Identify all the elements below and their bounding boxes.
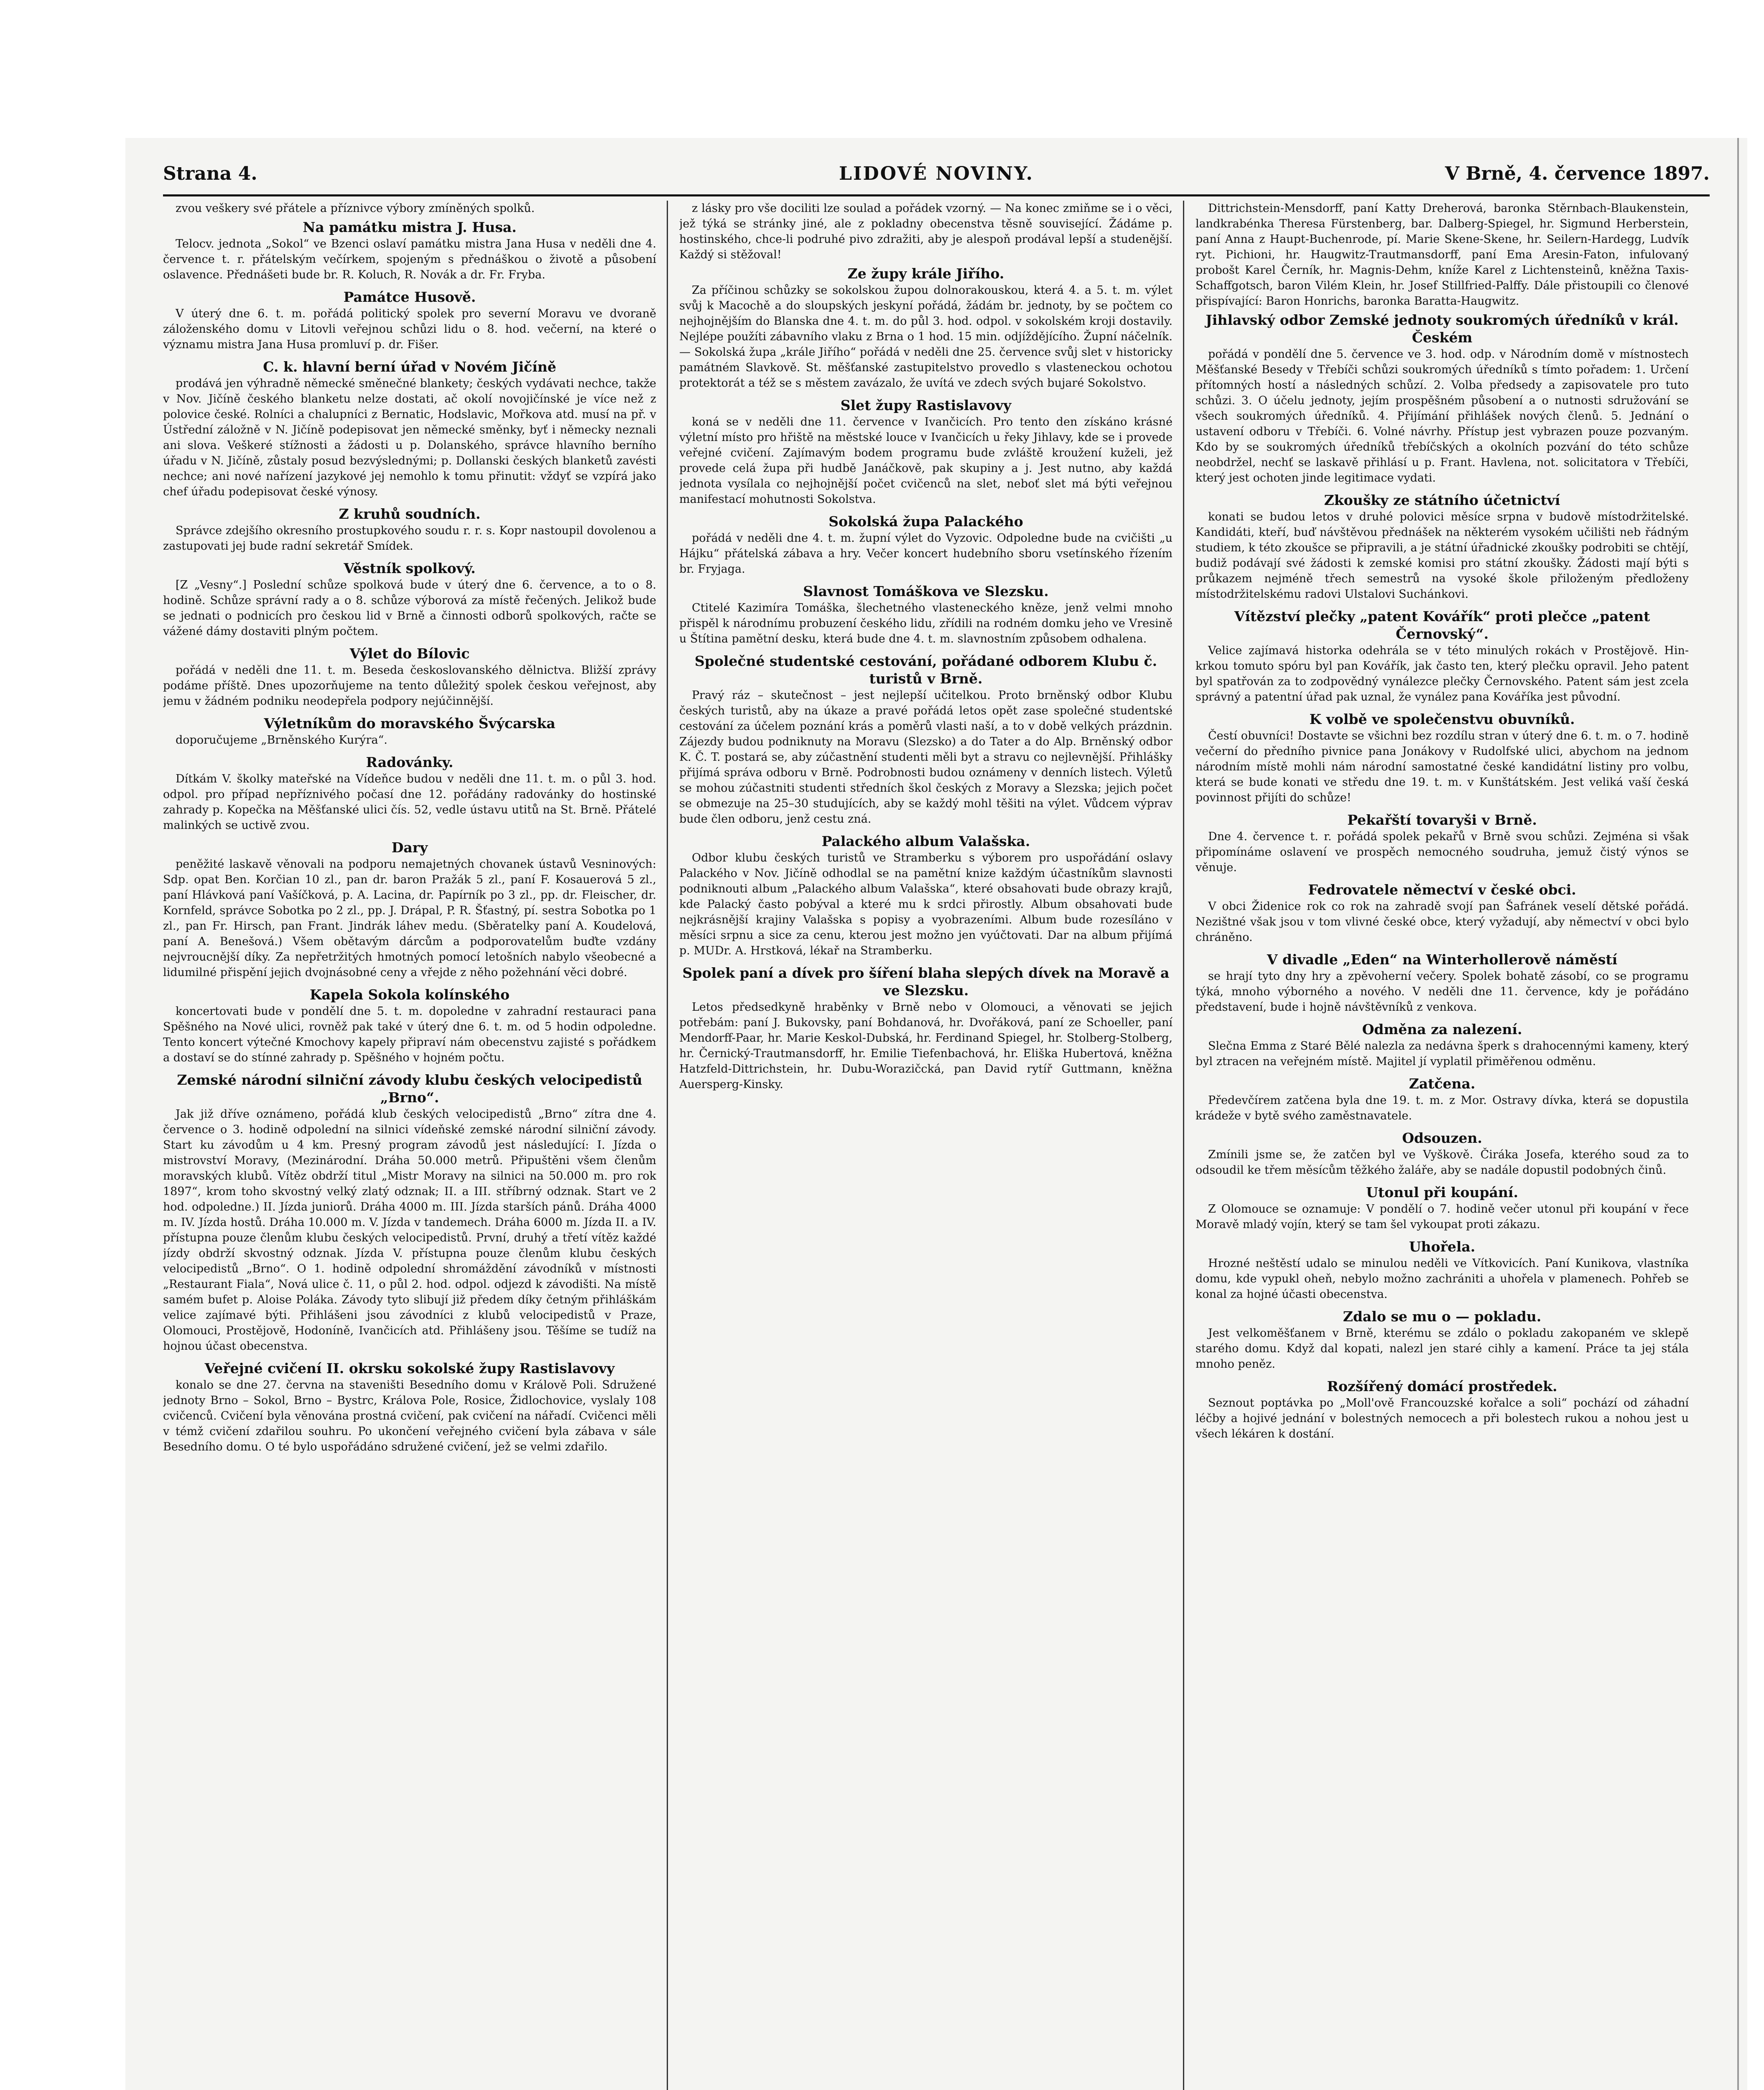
newspaper-title: LIDOVÉ NOVINY. (839, 163, 1034, 184)
article (1196, 492, 1689, 602)
article-heading: Zatčena. (1409, 1076, 1476, 1092)
article-text: Z Olomouce se oznamuje: V pondělí o 7. hodině večer utonul při koupání v řece Moravě mladý vojín, který se tam šel vykoupat proti zákazu. (1196, 1203, 1689, 1231)
article-heading: Výletníkům do moravského Švýcarska (264, 715, 556, 732)
article-heading: Kapela Sokola kolínského (309, 986, 510, 1003)
article-heading: Zdalo se mu o — pokladu. (1343, 1308, 1542, 1325)
article-heading: Radovánky. (366, 754, 454, 770)
article-heading: Sokolská župa Palackého (828, 513, 1023, 530)
article (163, 1360, 656, 1455)
article (1196, 1308, 1689, 1372)
article (163, 839, 656, 980)
article-text: Telocv. jednota „Sokol“ ve Bzenci oslaví památku mistra Jana Husa v neděli dne 4. července t. r. přátelským večírkem, spojeným s přednáškou o životě a působení oslavence. Přednášeti bude br. R. Koluch, R. Novák a dr. Fr. Fryba. (163, 237, 656, 281)
date-line: V Brně, 4. července 1897. (1445, 163, 1710, 184)
article-heading: Z kruhů soudních. (339, 506, 481, 522)
article-text: koná se v neděli dne 11. července v Ivančicích. Pro tento den získáno krásné výletní místo pro hřiště na městské louce v Ivančicích u řeky Jihlavy, kde se i provede veřejné cvičení. Zajímavým bodem programu bude zvláště kroužení kuželi, jež provede celá župa při hudbě Janáčkově, pak skupiny a j. Jest nutno, aby každá jednota vysílala co nejhojnější počet cvičenců na slet, neboť slet má býti veřejnou manifestací mohutnosti Sokolstva. (679, 415, 1173, 506)
column-2 (679, 201, 1173, 2090)
article-heading: Slet župy Rastislavovy (840, 397, 1012, 413)
article (163, 560, 656, 639)
article-heading: Společné studentské cestování, pořádané odborem Klubu č. turistů v Brně. (694, 653, 1157, 687)
article (1196, 1075, 1689, 1124)
article-text: pořádá v neděli dne 11. t. m. Beseda českoslovanského dělnictva. Bližší zprávy podáme příště. Dnes upozorňujeme na tento důležitý spolek českou veřejnost, aby jemu v žádném podniku neodepřela podpory nejúčinnější. (163, 664, 656, 708)
article-text: Čestí obuvníci! Dostavte se všichni bez rozdílu stran v úterý dne 6. t. m. o 7. hodině večerní do předního pivnice pana Jonákovy v Rudolfské ulici, abychom na jednom národním místě mohli nám národní samostatné české kandidátní listiny pro volbu, která se bude konati ve středu dne 19. t. m. v Kunštátském. Jest veliká vaší česká povinnost přijíti do schůze! (1196, 729, 1689, 804)
article-text: prodává jen výhradně německé směnečné blankety; českých vydávati nechce, takže v Nov. Jičíně českého blanketu nelze dostati, ač okolí novojičínské je více než z polovice české. Rolníci a chalupníci z Bernatic, Hodslavic, Mořkova atd. musí na př. v Ústřední záložně v N. Jičíně podepisovat jen německé směnky, byť i německy neznali ani slova. Veškeré stížnosti a žádosti u p. Dolanského, správce hlavního berního úřadu v N. Jičíně, zůstaly posud bezvýslednými; p. Dollanski českých blanketů zavésti nechce; ani nové nařízení jazykové jej nemohlo k tomu přinutit: vždyť se vzpírá jako chef úřadu podepisovat české výnosy. (163, 377, 656, 498)
article (163, 645, 656, 709)
article-heading: Na památku mistra J. Husa. (303, 219, 517, 235)
column-divider (1183, 201, 1184, 2090)
article (1196, 811, 1689, 875)
article (163, 1071, 656, 1354)
article (1196, 711, 1689, 805)
article (163, 715, 656, 748)
article-heading: Dary (391, 839, 428, 856)
article (1196, 311, 1689, 486)
article-text: pořádá v neděli dne 4. t. m. župní výlet do Vyzovic. Odpoledne bude na cvičišti „u Hájku“ přátelská zábava a hry. Večer koncert hudebního sboru vsetínského řízením br. Fryjaga. (679, 532, 1173, 576)
article-heading: Fedrovatele němectví v české obci. (1308, 882, 1576, 898)
article-heading: Uhořela. (1409, 1239, 1476, 1255)
column-1 (163, 201, 656, 2090)
article (1196, 951, 1689, 1015)
article (679, 583, 1173, 647)
article-text: se hrají tyto dny hry a zpěvoherní večery. Spolek bohatě zásobí, co se programu týká, mnoho výborného a nového. V neděli dne 11. července, kdy je pořádáno představení, bude i hojně návštěvníků z venkova. (1196, 970, 1689, 1014)
article (679, 397, 1173, 507)
article-text: konalo se dne 27. června na staveništi Besedního domu v Králově Poli. Sdružené jednoty Brno – Sokol, Brno – Bystrc, Králova Pole, Rosice, Židlochovice, vyslaly 108 cvičenců. Cvičení byla věnována prostná cvičení, pak cvičení na nářadí. Cvičenci měli v témž cvičení zdařilou souhru. Po ukončení veřejného cvičení byla zábava v sále Besedního domu. O té bylo uspořádáno sdružené cvičení, jež se velmi zdařilo. (163, 1379, 656, 1453)
article (163, 288, 656, 352)
article-heading: Odsouzen. (1402, 1130, 1482, 1146)
article (163, 986, 656, 1065)
article-heading: Spolek paní a dívek pro šíření blaha slepých dívek na Moravě a ve Slezsku. (682, 965, 1170, 999)
page-label: Strana 4. (163, 163, 257, 184)
article-text: Dítkám V. školky mateřské na Vídeňce budou v neděli dne 11. t. m. o půl 3. hod. odpol. pro případ nepříznivého počasí dne 12. pořádány radovánky do hostinské zahrady p. Kopečka na Měšťanské ulici čís. 52, vedle ústavu utitů na St. Brně. Přátelé malinkých se uctivě zvou. (163, 772, 656, 832)
article-text: Odbor klubu českých turistů ve Stramberku s výborem pro uspořádání oslavy Palackého v Nov. Jičíně odhodlal se na pamětní knize každým účastníkům slavnosti podniknouti album „Palackého album Valašska“, které obsahovati bude obrazy krajů, kde Palacký často pobýval a které mu k srdci přirostly. Album obsahovati bude nejkrásnější krajiny Valašska s popisy a vyobrazeními. Album bude rozesíláno v měsíci srpnu a sice za cenu, kterou jest možno jen vyúčtovati. Dar na album přijímá p. MUDr. A. Hrstková, lékař na Stramberku. (679, 851, 1173, 957)
article-text: Letos předsedkyně hraběnky v Brně nebo v Olomouci, a věnovati se jejich potřebám: paní J. Bukovsky, paní Bohdanová, hr. Dvořáková, paní ze Schoeller, paní Mendorff-Paar, hr. Marie Keskol-Dubská, hr. Ferdinand Spiegel, hr. Stolberg-Stolberg, hr. Černický-Trautmansdorff, hr. Emilie Tiefenbachová, hr. Eliška Hubertová, kněžna Hatzfeld-Dittrichstein, hr. Dubu-Worazičcká, pan David rytíř Guttmann, kněžna Auersperg-Kinsky. (679, 1001, 1173, 1091)
article (679, 513, 1173, 577)
article-text: peněžité laskavě věnovali na podporu nemajetných chovanek ústavů Vesninových: Sdp. opat Ben. Korčian 10 zl., pan dr. baron Pražák 5 zl., paní F. Kosauerová 5 zl., paní Hlávková paní Vašíčková, p. A. Lacina, dr. Papírník po 3 zl., pp. dr. Fleischer, dr. Kornfeld, správce Sobotka po 2 zl., pp. J. Drápal, P. R. Šťastný, pí. sestra Sobotka po 1 zl., pan Fr. Hirsch, pan Frant. Jindrák láhev medu. (Sběratelky paní A. Koudelová, paní A. Benešová.) Všem obětavým dárcům a podporovatelům buďte vzdány nejvroucnější díky. Za nepřetržitých hmotných pomocí letošních nabylo všeobecné a lidumilné přispění jejich dvojnásobné ceny a vřejde z něho požehnání věci dobré. (163, 858, 656, 979)
article-text: Jest velkoměšťanem v Brně, kterému se zdálo o pokladu zakopaném ve sklepě starého domu. Když dal kopati, nalezl jen staré cihly a kamení. Práce ta jej stála mnoho peněz. (1196, 1327, 1689, 1371)
article (1196, 881, 1689, 945)
article-heading: Pekařští tovaryši v Brně. (1347, 812, 1537, 828)
article (1196, 1021, 1689, 1069)
article-text: Správce zdejšího okresního prostupkového soudu r. r. s. Kopr nastoupil dovolenou a zastupovati jej bude radní sekretář Smídek. (163, 524, 656, 553)
article (163, 219, 656, 283)
article-text: pořádá v pondělí dne 5. července ve 3. hod. odp. v Národním domě v místnostech Měšťanské Besedy v Třebíči schůzi soukromých úředníků s tímto pořadem: 1. Určení přítomných hostí a následných schůzí. 2. Volba předsedy a zapisovatele pro tuto schůzi. 3. O účelu jednoty, jejím prospěšném působení a o nutnosti sdružování se všech soukromých úředníků. 4. Přijímání přihlášek nových členů. 5. Jednání o ustavení odboru v Třebíči. 6. Volné návrhy. Přístup jest vybrazen pouze pozvaným. Kdo by se soukromých úředníků třebíčských a okolních pozvání do této schůze neobdržel, nechť se laskavě přihlásí u p. Frant. Havlena, not. solicitatora v Třebíči, který jest ochoten jinde legitimace vydati. (1196, 348, 1689, 484)
article-intro: Dittrichstein-Mensdorff, paní Katty Dreherová, baronka Stěrnbach-Blaukenstein, landkrabénka Theresa Fürstenberg, bar. Dalberg-Spiegel, hr. Sigmund Herberstein, paní Anna z Haupt-Buchenrode, pí. Marie Skene-Skene, hr. Seilern-Hardegg, Ludvík ryt. Pichioni, hr. Haugwitz-Trautmansdorff, paní Ema Aresin-Faton, infulovaný probošt Karel Černík, hr. Magnis-Dehm, kníže Karel z Lichtensteinů, kněžna Taxis-Schaffgotsch, baron Vilém Klein, hr. Josef Stillfried-Palffy. Dále přistoupili co členové přispívající: Baron Honrichs, baronka Baratta-Haugwitz. (1196, 202, 1689, 308)
article-text: Dne 4. července t. r. pořádá spolek pekařů v Brně svou schůzi. Zejména si však připomínáme oslavení ve prospěch nemocného soudruha, jemuž čistý výnos se věnuje. (1196, 830, 1689, 874)
article-heading: C. k. hlavní berní úřad v Novém Jičíně (263, 359, 556, 375)
article-heading: K volbě ve společenstvu obuvníků. (1309, 711, 1575, 727)
article-heading: Slavnost Tomáškova ve Slezsku. (803, 583, 1049, 599)
article (1196, 1378, 1689, 1442)
article-text: Ctitelé Kazimíra Tomáška, šlechetného vlasteneckého kněze, jenž velmi mnoho přispěl k národnímu probuzení českého lidu, zřídili na rodném domku jeho ve Vresině u Štítina pamětní desku, která bude dne 4. t. m. slavnostním způsobem odhalena. (679, 602, 1173, 645)
article (679, 652, 1173, 827)
article (1196, 1238, 1689, 1302)
article-text: V obci Židenice rok co rok na zahradě svojí pan Šafránek veselí dětské pořádá. Nezištné však jsou v tom vlivné české obce, který vyžadují, aby němectví v obci bylo chráněno. (1196, 900, 1689, 944)
newspaper-page (125, 138, 1747, 2090)
article-text: [Z „Vesny“.] Poslední schůze spolková bude v úterý dne 6. července, a to o 8. hodině. Schůze správní rady a o 8. schůze výborová za místě řečených. Jelikož bude se jednati o podnicích pro českou lid v Brně a činnosti odborů spolkových, račte se vážené dámy dostaviti plným počtem. (163, 579, 656, 638)
article (679, 265, 1173, 391)
article (1196, 1129, 1689, 1178)
article-heading: Ze župy krále Jiřího. (847, 265, 1004, 282)
article-heading: V divadle „Eden“ na Winterhollerově náměstí (1267, 951, 1618, 968)
page-edge-shadow (1737, 138, 1739, 2090)
article-text: Pravý ráz – skutečnost – jest nejlepší učitelkou. Proto brněnský odbor Klubu českých turistů, aby na úkaze a pravé pořádá letos opět zase společné studentské cestování za účelem poznání krás a poměrů vlasti naší, a to v době velkých prázdnin. Zájezdy budou podniknuty na Moravu (Slezsko) a do Tater a do Alp. Brněnský odbor K. Č. T. postará se, aby zúčastnění studenti měli byt a stravu co nejlevnější. Přihlášky přijímá správa odboru v Brně. Podrobnosti budou oznámeny v denních listech. Výletů se mohou zúčastniti studenti středních škol českých z Moravy a Slezska; jejich počet se obmezuje na 25–30 studujících, aby se každý mohl těšiti na výlet. Vůdcem výprav bude člen odboru, jenž cestu zná. (679, 689, 1173, 826)
article-text: Seznout poptávka po „Moll'ově Francouzské kořalce a soli“ pochází od záhadní léčby a hojivé jednání v bolestných nemocech a při bolestech rukou a nohou jest u všech lékáren k dostání. (1196, 1397, 1689, 1440)
article-text: V úterý dne 6. t. m. pořádá politický spolek pro severní Moravu ve dvoraně záloženského domu v Litovli veřejnou schůzi lidu o 8. hod. večerní, na které o významu mistra Jana Husa promluví p. dr. Fišer. (163, 307, 656, 351)
article-heading: Veřejné cvičení II. okrsku sokolské župy Rastislavovy (204, 1360, 615, 1376)
column-3 (1196, 201, 1689, 2090)
article-text: Hrozné neštěstí udalo se minulou neděli ve Vítkovicích. Paní Kunikova, vlastníka domu, kde vypukl oheň, nebylo možno zachrániti a uhořela v plamenech. Pohřeb se konal za hojné účasti obecenstva. (1196, 1257, 1689, 1301)
article-text: konati se budou letos v druhé polovici měsíce srpna v budově místodržitelské. Kandidáti, kteří, buď návštěvou přednášek na některém vysokém učilišti neb řádným studiem, k této zkoušce se připravili, a je státní úřadnické zkoušky podrobiti se chtějí, budiž podávají své žádosti k zemské komisi pro státní zkoušky. Žádosti mají býti s průkazem nejméně třech semestrů na vysoké škole přiloženým předloženy místodržitelskému radovi Ulstalovi Suchánkovi. (1196, 510, 1689, 601)
article-heading: Zemské národní silniční závody klubu českých velocipedistů „Brno“. (177, 1072, 642, 1106)
article-text: Jak již dříve oznámeno, pořádá klub českých velocipedistů „Brno“ zítra dne 4. července o 3. hodině odpolední na silnici vídeňské zemské národní silniční závody. Start ku závodům u 4 km. Presný program závodů jest následující: I. Jízda o mistrovství Moravy, (Mezinárodní. Dráha 50.000 metrů. Připuštěni všem členům moravských klubů. Vítěz obdrží titul „Mistr Moravy na silnici na 50.000 m. pro rok 1897“, krom toho skvostný velký zlatý odznak; II. a III. stříbrný odznak. Start ve 2 hod. odpoledne.) II. Jízda juniorů. Dráha 4000 m. III. Jízda starších pánů. Dráha 4000 m. IV. Jízda hostů. Dráha 10.000 m. V. Jízda v tandemech. Dráha 6000 m. Jízda II. a IV. přístupna pouze členům klubu českých velocipedistů. První, druhý a třetí vítěz každé jízdy obdrží skvostný odznak. Jízda V. přístupna pouze členům klubu českých velocipedistů „Brno“. O 1. hodině odpolední shromáždění závodníků v místnosti „Restaurant Fiala“, Nová ulice č. 11, o půl 2. hod. odpol. odjezd k závodišti. Na místě samém bufet p. Aloise Poláka. Závody tyto slibují již předem díky četným přihláškám velice zajímavé býti. Přihlášeni jsou závodníci z klubů velocipedistů v Praze, Olomouci, Prostějově, Hodoníně, Ivančicích atd. Přihlášeny jsou. Těšíme se tudíž na hojnou účast obecenstva. (163, 1108, 656, 1353)
article-heading: Vítězství plečky „patent Kovářík“ proti plečce „patent Černovský“. (1234, 608, 1650, 642)
article-heading: Jihlavský odbor Zemské jednoty soukromých úředníků v král. Českém (1206, 312, 1679, 346)
article-text: koncertovati bude v pondělí dne 5. t. m. dopoledne v zahradní restauraci pana Spěšného na Nové ulici, rovněž pak také v úterý dne 6. t. m. od 5 hodin odpoledne. Tento koncert výtečné Kmochovy kapely připraví nám obecenstvu zajisté s pořádkem a dostaví se do stínné zahrady p. Spěšného v hojném počtu. (163, 1005, 656, 1064)
article-heading: Památce Husově. (343, 289, 476, 305)
article-text: doporučujeme „Brněnského Kurýra“. (176, 734, 387, 747)
article (1196, 608, 1689, 705)
article-heading: Věstník spolkový. (344, 560, 476, 576)
article (679, 833, 1173, 958)
article-heading: Zkoušky ze státního účetnictví (1324, 492, 1560, 508)
article-text: Slečna Emma z Staré Bělé nalezla za nedávna šperk s drahocennými kameny, který byl ztracen na veřejném místě. Majitel jí vyplatil přiměřenou odměnu. (1196, 1040, 1689, 1068)
article-heading: Výlet do Bílovic (349, 645, 470, 662)
article (679, 964, 1173, 1092)
article-intro: z lásky pro vše dociliti lze soulad a pořádek vzorný. — Na konec zmiňme se i o věci, jež týká se stránky jiné, ale z pokladny obecenstva těsně související. Žádáme p. hostinského, chce-li podruhé pivo zdražiti, aby je alespoň prodával lepší a studenější. Každý si stěžoval! (679, 202, 1173, 261)
article (163, 358, 656, 500)
column-divider (667, 201, 668, 2090)
article-heading: Odměna za nalezení. (1362, 1021, 1522, 1037)
header-rule (163, 194, 1710, 196)
article (163, 754, 656, 833)
article (1196, 1184, 1689, 1232)
article-heading: Utonul při koupání. (1366, 1184, 1518, 1200)
article-heading: Rozšířený domácí prostředek. (1327, 1378, 1558, 1394)
article-intro: zvou veškery své přátele a příznivce výbory zmíněných spolků. (176, 202, 535, 215)
article-text: Předevčírem zatčena byla dne 19. t. m. z Mor. Ostravy dívka, která se dopustila krádeže v bytě svého zaměstnavatele. (1196, 1094, 1689, 1122)
article-heading: Palackého album Valašska. (821, 833, 1030, 849)
article-text: Zmínili jsme se, že zatčen byl ve Vyškově. Čiráka Josefa, kterého soud za to odsoudil ke třem měsícům těžkého žaláře, aby se nadále dopustil podobných činů. (1196, 1148, 1689, 1177)
page-header (163, 159, 1710, 192)
article-text: Za příčinou schůzky se sokolskou župou dolnorakouskou, která 4. a 5. t. m. výlet svůj k Macochě a do sloupských jeskyní pořádá, žádám br. jednoty, by se počtem co nejhojnějším do Blanska dne 4. t. m. do půl 3. hod. odpol. v sokolském kroji dostavily. Nejlépe použíti zábavního vlaku z Brna o 1 hod. 15 min. odjíždějícího. Župní náčelník. — Sokolská župa „krále Jiřího“ pořádá v neděli dne 25. července svůj slet v historicky památném Slavkově. St. měšťanské zastupitelstvo provedlo s vlasteneckou ochotou protektorát a též se s městem zavázalo, že uvítá ve zdech svých bujaré Sokolstvo. (679, 284, 1173, 390)
article-text: Velice zajímavá historka odehrála se v této minulých rokách v Prostějově. Hin-krkou tomuto spóru byl pan Kovářík, jak často ten, který plečku opravil. Jeho patent byl spatřován za to zodpovědný vynálezce plečky Černovského. Patent sám jest zcela správný a patentní úřad pak uznal, že vynález pana Kováříka jest původní. (1196, 644, 1689, 703)
article (163, 505, 656, 554)
